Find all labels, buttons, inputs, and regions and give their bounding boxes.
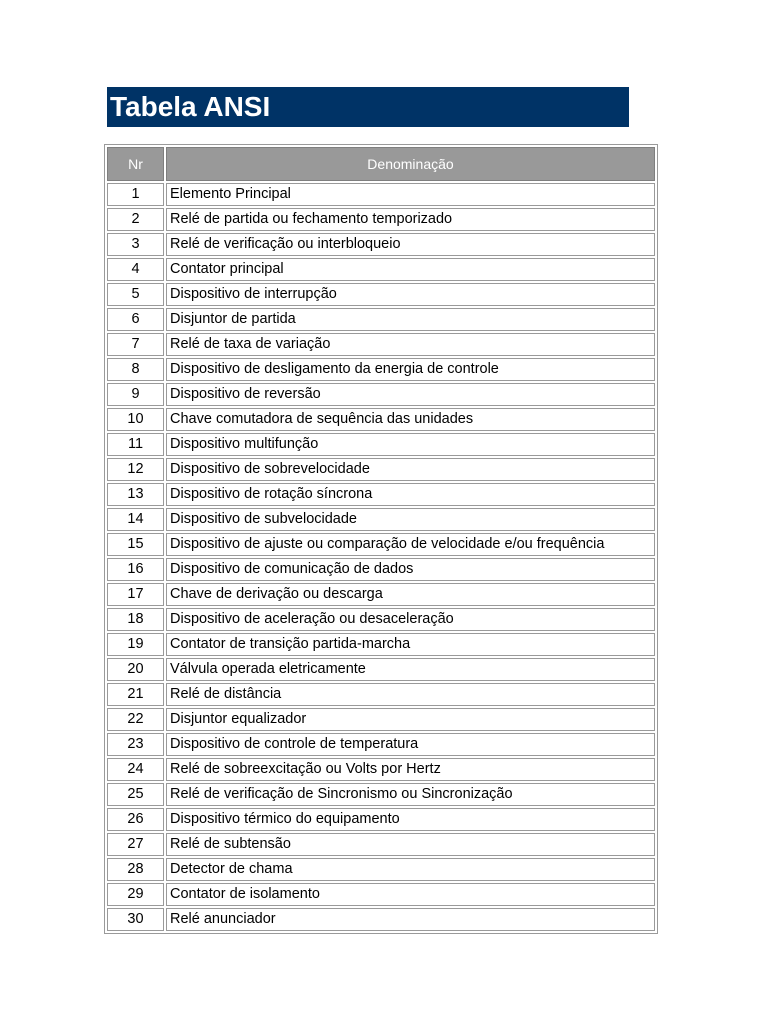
cell-nr: 6: [107, 308, 164, 331]
cell-nr: 3: [107, 233, 164, 256]
cell-nr: 4: [107, 258, 164, 281]
cell-nr: 22: [107, 708, 164, 731]
cell-denominacao: Contator de isolamento: [166, 883, 655, 906]
table-row: [107, 608, 655, 631]
cell-denominacao: Dispositivo multifunção: [166, 433, 655, 456]
table-row: [107, 333, 655, 356]
cell-denominacao: Válvula operada eletricamente: [166, 658, 655, 681]
cell-nr: 29: [107, 883, 164, 906]
table-row: [107, 358, 655, 381]
table-row: [107, 258, 655, 281]
table-row: [107, 808, 655, 831]
cell-nr: 27: [107, 833, 164, 856]
cell-nr: 23: [107, 733, 164, 756]
table-row: [107, 383, 655, 406]
cell-nr: 10: [107, 408, 164, 431]
cell-nr: 19: [107, 633, 164, 656]
cell-denominacao: Dispositivo de controle de temperatura: [166, 733, 655, 756]
cell-nr: 26: [107, 808, 164, 831]
table-row: [107, 658, 655, 681]
cell-denominacao: Relé de verificação ou interbloqueio: [166, 233, 655, 256]
cell-denominacao: Dispositivo de sobrevelocidade: [166, 458, 655, 481]
cell-denominacao: Elemento Principal: [166, 183, 655, 206]
cell-denominacao: Relé de verificação de Sincronismo ou Sincronização: [166, 783, 655, 806]
page-title: Tabela ANSI: [110, 91, 271, 122]
cell-nr: 20: [107, 658, 164, 681]
cell-denominacao: Relé de taxa de variação: [166, 333, 655, 356]
cell-nr: 11: [107, 433, 164, 456]
column-header-denominacao: Denominação: [166, 147, 655, 181]
cell-nr: 18: [107, 608, 164, 631]
cell-denominacao: Dispositivo de desligamento da energia de controle: [166, 358, 655, 381]
cell-nr: 21: [107, 683, 164, 706]
table-row: [107, 533, 655, 556]
cell-nr: 30: [107, 908, 164, 931]
table-row: [107, 858, 655, 881]
cell-denominacao: Dispositivo de rotação síncrona: [166, 483, 655, 506]
table-row: [107, 283, 655, 306]
cell-nr: 9: [107, 383, 164, 406]
cell-nr: 25: [107, 783, 164, 806]
ansi-table: [104, 144, 658, 934]
cell-denominacao: Relé de distância: [166, 683, 655, 706]
cell-nr: 24: [107, 758, 164, 781]
cell-nr: 16: [107, 558, 164, 581]
table-row: [107, 483, 655, 506]
table-row: [107, 433, 655, 456]
table-row: [107, 233, 655, 256]
cell-nr: 8: [107, 358, 164, 381]
cell-denominacao: Dispositivo térmico do equipamento: [166, 808, 655, 831]
cell-denominacao: Disjuntor equalizador: [166, 708, 655, 731]
cell-nr: 17: [107, 583, 164, 606]
table-row: [107, 708, 655, 731]
cell-denominacao: Dispositivo de ajuste ou comparação de velocidade e/ou frequência: [166, 533, 655, 556]
cell-nr: 1: [107, 183, 164, 206]
table-row: [107, 183, 655, 206]
cell-nr: 14: [107, 508, 164, 531]
table-row: [107, 758, 655, 781]
cell-nr: 5: [107, 283, 164, 306]
cell-denominacao: Dispositivo de comunicação de dados: [166, 558, 655, 581]
cell-denominacao: Detector de chama: [166, 858, 655, 881]
table-header-row: [107, 147, 655, 181]
cell-denominacao: Relé de partida ou fechamento temporizado: [166, 208, 655, 231]
cell-nr: 28: [107, 858, 164, 881]
cell-denominacao: Relé anunciador: [166, 908, 655, 931]
table-row: [107, 833, 655, 856]
table-row: [107, 208, 655, 231]
cell-nr: 2: [107, 208, 164, 231]
cell-denominacao: Dispositivo de subvelocidade: [166, 508, 655, 531]
cell-denominacao: Relé de sobreexcitação ou Volts por Hertz: [166, 758, 655, 781]
table-row: [107, 458, 655, 481]
cell-denominacao: Contator principal: [166, 258, 655, 281]
table-row: [107, 908, 655, 931]
cell-nr: 15: [107, 533, 164, 556]
column-header-nr: Nr: [107, 147, 164, 181]
table-row: [107, 733, 655, 756]
table-row: [107, 508, 655, 531]
title-bar: [107, 87, 629, 127]
table-row: [107, 633, 655, 656]
cell-denominacao: Contator de transição partida-marcha: [166, 633, 655, 656]
cell-nr: 12: [107, 458, 164, 481]
table-row: [107, 583, 655, 606]
cell-denominacao: Dispositivo de interrupção: [166, 283, 655, 306]
table-row: [107, 558, 655, 581]
cell-denominacao: Chave de derivação ou descarga: [166, 583, 655, 606]
cell-denominacao: Chave comutadora de sequência das unidades: [166, 408, 655, 431]
cell-nr: 13: [107, 483, 164, 506]
cell-nr: 7: [107, 333, 164, 356]
cell-denominacao: Disjuntor de partida: [166, 308, 655, 331]
table-row: [107, 883, 655, 906]
cell-denominacao: Relé de subtensão: [166, 833, 655, 856]
cell-denominacao: Dispositivo de aceleração ou desaceleração: [166, 608, 655, 631]
table-row: [107, 783, 655, 806]
cell-denominacao: Dispositivo de reversão: [166, 383, 655, 406]
table-row: [107, 408, 655, 431]
table-body: [107, 183, 655, 931]
table-row: [107, 308, 655, 331]
table-row: [107, 683, 655, 706]
